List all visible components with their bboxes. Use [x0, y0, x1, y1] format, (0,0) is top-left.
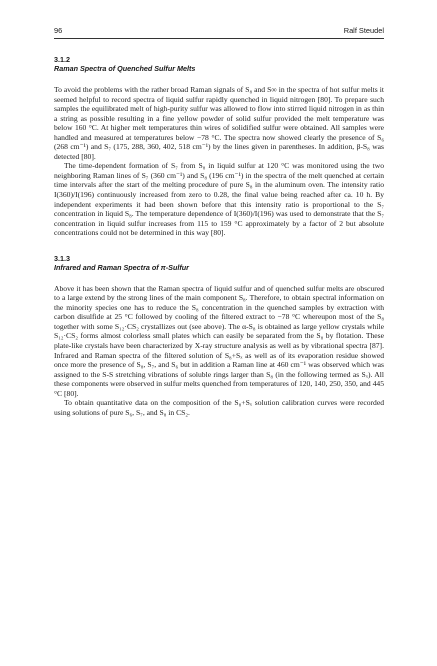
- section-3-1-3: [54, 254, 384, 418]
- section-3-1-2: [54, 55, 384, 238]
- section-number: 3.1.2: [54, 55, 70, 64]
- paragraph: To obtain quantitative data on the composition of the S₈+Sₓ solution calibration curves were recorded using solutions of pure S₆, S₇, and S₈ in CS₂.: [54, 398, 384, 417]
- section-number: 3.1.3: [54, 253, 70, 263]
- page: [54, 26, 384, 417]
- running-header: [54, 26, 384, 39]
- running-author: Ralf Steudel: [343, 26, 384, 35]
- paragraph: Above it has been shown that the Raman spectra of liquid sulfur and of quenched sulfur melts are obscured to a large extend by the strong lines of the main component S₈. Therefore, to obtain spectral information on the minority species one has to reduce the S₈ concentration in the quenched samples by extraction with carbon disulfide at 25 °C followed by cooling of the filtered extract to −78 °C whereupon most of the S₈ together with some S₁₂·CS₂ crystallizes out (see above). The α-S₈ is obtained as large yellow crystals while S₁₂·CS₂ forms almost colorless small plates which can easily be separated from the S₈ by flotation. These plate-like crystals have been characterized by X-ray structure analysis as well as by vibrational spectra [87]. Infrared and Raman spectra of the filtered solution of S₈+Sₓ as well as of its evaporation residue showed once more the presence of S₈, S₇, and S₆ but in addition a Raman line at 460 cm⁻¹ was observed which was assigned to the S-S stretching vibrations of soluble rings larger than S₈ (in the following termed as Sₓ). All these components were observed in sulfur melts quenched from temperatures of 120, 140, 250, 350, and 445 °C [80].: [54, 283, 384, 398]
- section-title: Raman Spectra of Quenched Sulfur Melts: [54, 64, 196, 73]
- paragraph: To avoid the problems with the rather broad Raman signals of S₈ and S∞ in the spectra of hot sulfur melts it seemed helpful to record spectra of liquid sulfur rapidly quenched in liquid nitrogen [80]. To prepare such samples the equilibrated melt of high-purity sulfur was allowed to flow into stirred liquid nitrogen in as thin a string as possible resulting in a fine yellow powder of solid sulfur provided the melt temperature was below 160 °C. At higher melt temperatures thin wires of solidified sulfur were obtained. All samples were handled and measured at temperatures below −78 °C. The spectra now showed clearly the presence of S₆ (268 cm⁻¹) and S₇ (175, 288, 360, 402, 518 cm⁻¹) by the lines given in parentheses. In addition, β-S₈ was detected [80].: [54, 85, 384, 161]
- page-number: 96: [54, 26, 63, 35]
- section-title: Infrared and Raman Spectra of π-Sulfur: [54, 262, 189, 272]
- paragraph: The time-dependent formation of S₇ from S₈ in liquid sulfur at 120 °C was monitored using the two neighboring Raman lines of S₇ (360 cm⁻¹) and S₈ (196 cm⁻¹) in the spectra of the melt quenched at certain time intervals after the start of the melting procedure of pure S₈ in the aluminum oven. The intensity ratio I(360)/I(196) continuously increased from zero to 0.28, the final value being reached after ca. 10 h. By independent experiments it had been shown before that this intensity ratio is proportional to the S₇ concentration in liquid S₈. The temperature dependence of I(360)/I(196) was used to demonstrate that the S₇ concentration in liquid sulfur increases from 115 to 159 °C approximately by a factor of 2 but absolute concentrations could not be determined in this way [80].: [54, 161, 384, 238]
